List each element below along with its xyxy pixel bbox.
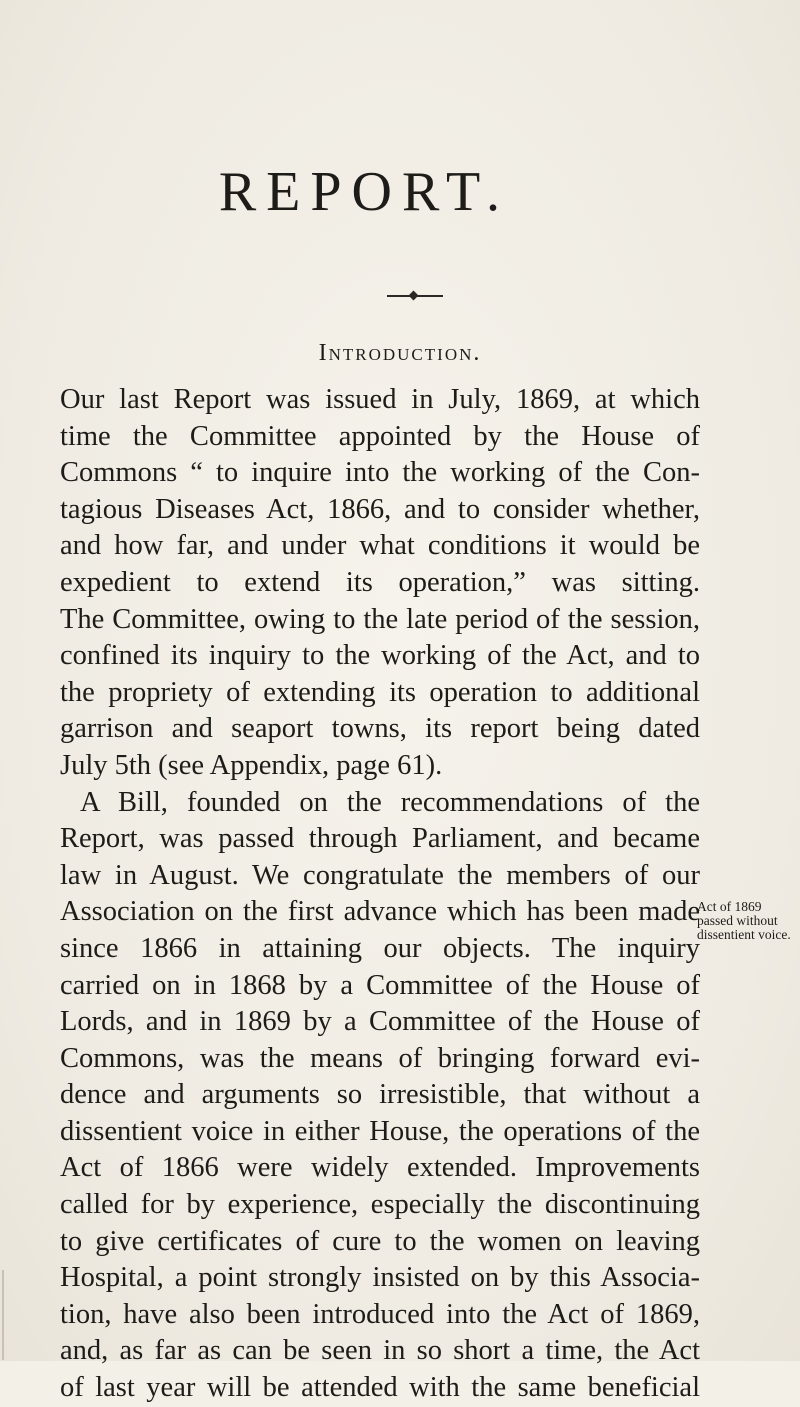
text-line: time the Committee appointed by the House of — [60, 420, 700, 452]
section-heading: Introduction. — [318, 340, 482, 366]
text-line: and how far, and under what conditions it would be — [60, 530, 700, 562]
text-line: confined its inquiry to the working of the Act, and to — [60, 640, 700, 672]
sidenote-line: passed without — [697, 913, 778, 928]
text-line: carried on in 1868 by a Committee of the House of — [60, 969, 700, 1001]
text-line: Hospital, a point strongly insisted on by this Associa- — [60, 1262, 700, 1294]
text-line: garrison and seaport towns, its report being dated — [60, 713, 700, 745]
page-edge-shadow — [2, 1270, 4, 1360]
text-line: dence and arguments so irresistible, that without a — [60, 1079, 700, 1111]
text-line: of last year will be attended with the same beneficial — [60, 1372, 700, 1404]
text-line: Our last Report was issued in July, 1869, at which — [60, 384, 700, 415]
text-line: Act of 1866 were widely extended. Improvements — [60, 1152, 700, 1184]
text-line: and, as far as can be seen in so short a time, the Act — [60, 1335, 700, 1367]
rule-diamond-icon — [409, 291, 419, 301]
text-line: Commons “ to inquire into the working of the Con- — [60, 457, 700, 489]
text-line: A Bill, founded on the recommendations of the — [80, 786, 700, 818]
body-text — [60, 382, 700, 1407]
text-line: since 1866 in attaining our objects. The inquiry — [60, 932, 700, 964]
text-line: Report, was passed through Parliament, and became — [60, 823, 700, 855]
text-line: July 5th (see Appendix, page 61). — [60, 749, 443, 781]
text-line: The Committee, owing to the late period of the session, — [60, 603, 700, 635]
text-line: dissentient voice in either House, the operations of the — [60, 1115, 700, 1147]
text-line: Lords, and in 1869 by a Committee of the House of — [60, 1006, 700, 1038]
text-line: Commons, was the means of bringing forward evi- — [60, 1042, 700, 1074]
sidenote-line: dissentient voice. — [697, 927, 791, 942]
text-line: the propriety of extending its operation to additional — [60, 676, 700, 708]
text-line: called for by experience, especially the discontinuing — [60, 1189, 700, 1221]
text-line: to give certificates of cure to the women on leaving — [60, 1225, 700, 1257]
text-line: expedient to extend its operation,” was sitting. — [60, 566, 700, 598]
sidenote-line: Act of 1869 — [697, 899, 762, 914]
text-line: tion, have also been introduced into the Act of 1869, — [60, 1298, 700, 1330]
text-line: Association on the first advance which has been made — [60, 896, 700, 928]
text-line: law in August. We congratulate the members of our — [60, 859, 700, 891]
text-line: tagious Diseases Act, 1866, and to consider whether, — [60, 493, 700, 525]
document-title: REPORT. — [218, 161, 510, 223]
margin-sidenote — [697, 900, 797, 942]
